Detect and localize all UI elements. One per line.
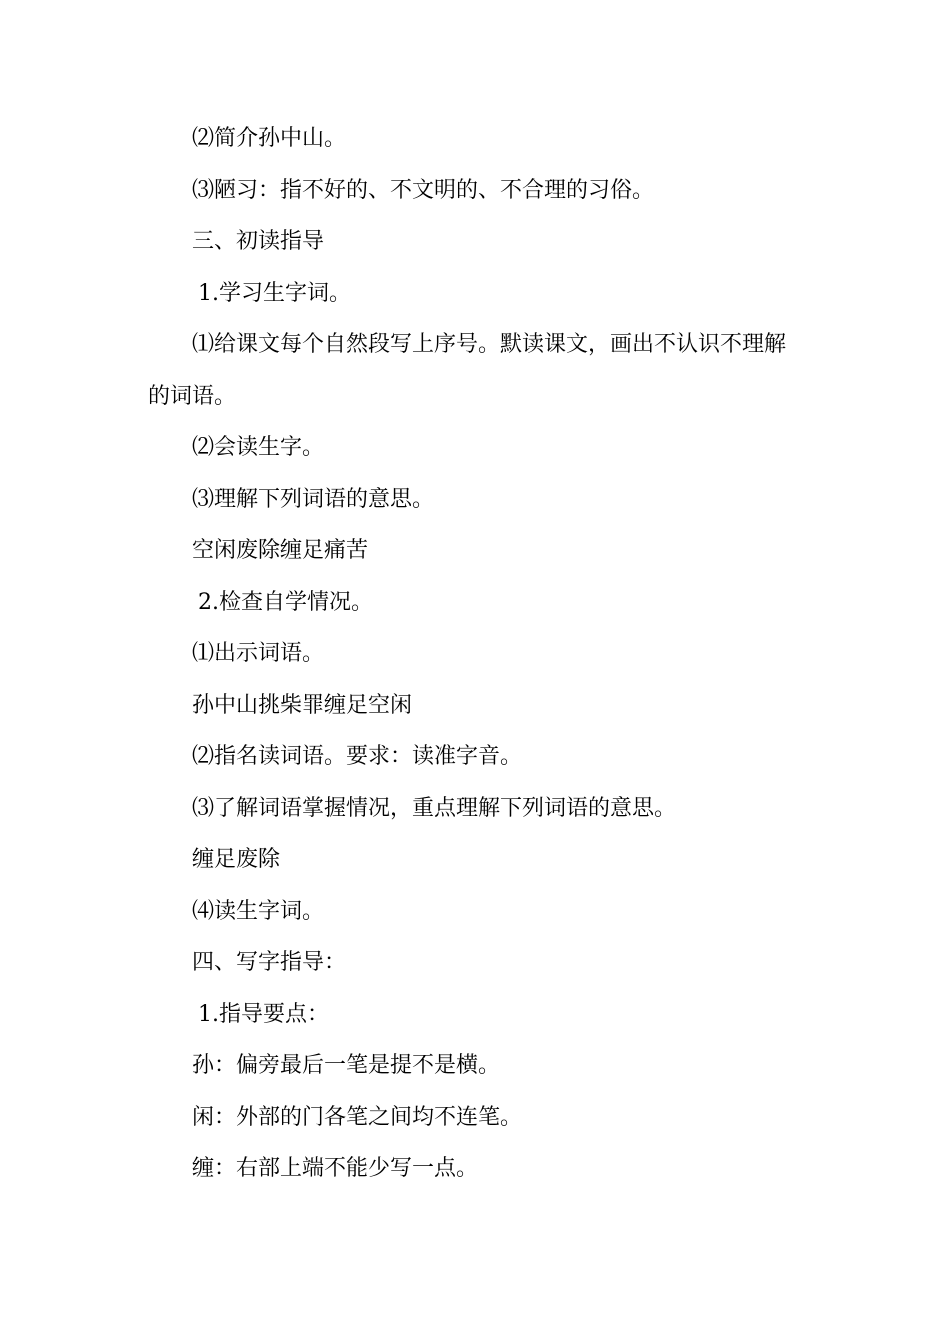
document-body [148,113,804,1195]
subsection-heading: 1.学习生字词。 [198,280,351,306]
paragraph: ⑵指名读词语。要求：读准字音。 [192,744,523,769]
paragraph: ⑵会读生字。 [192,435,325,460]
paragraph: 闲：外部的门各笔之间均不连笔。 [192,1104,523,1130]
subsection-heading: 2.检查自学情况。 [198,589,373,615]
paragraph: ⑶了解词语掌握情况，重点理解下列词语的意思。 [192,795,677,821]
paragraph: 孙：偏旁最后一笔是提不是横。 [192,1053,501,1078]
paragraph: ⑴出示词语。 [192,641,325,666]
word-list: 缠足废除 [192,847,281,872]
paragraph: ⑵简介孙中山。 [192,126,347,151]
subsection-heading: 1.指导要点： [198,1001,329,1027]
paragraph: ⑴给课文每个自然段写上序号。默读课文，画出不认识不理解的词语。 [148,332,787,409]
paragraph: ⑶陋习：指不好的、不文明的、不合理的习俗。 [192,177,655,203]
word-list: 空闲废除缠足痛苦 [192,538,369,563]
paragraph: ⑶理解下列词语的意思。 [192,486,435,512]
word-list: 孙中山挑柴罪缠足空闲 [192,692,413,718]
paragraph: ⑷读生字词。 [192,898,325,924]
section-heading: 三、初读指导 [192,229,325,254]
section-heading: 四、写字指导： [192,950,347,975]
paragraph: 缠：右部上端不能少写一点。 [192,1156,479,1181]
